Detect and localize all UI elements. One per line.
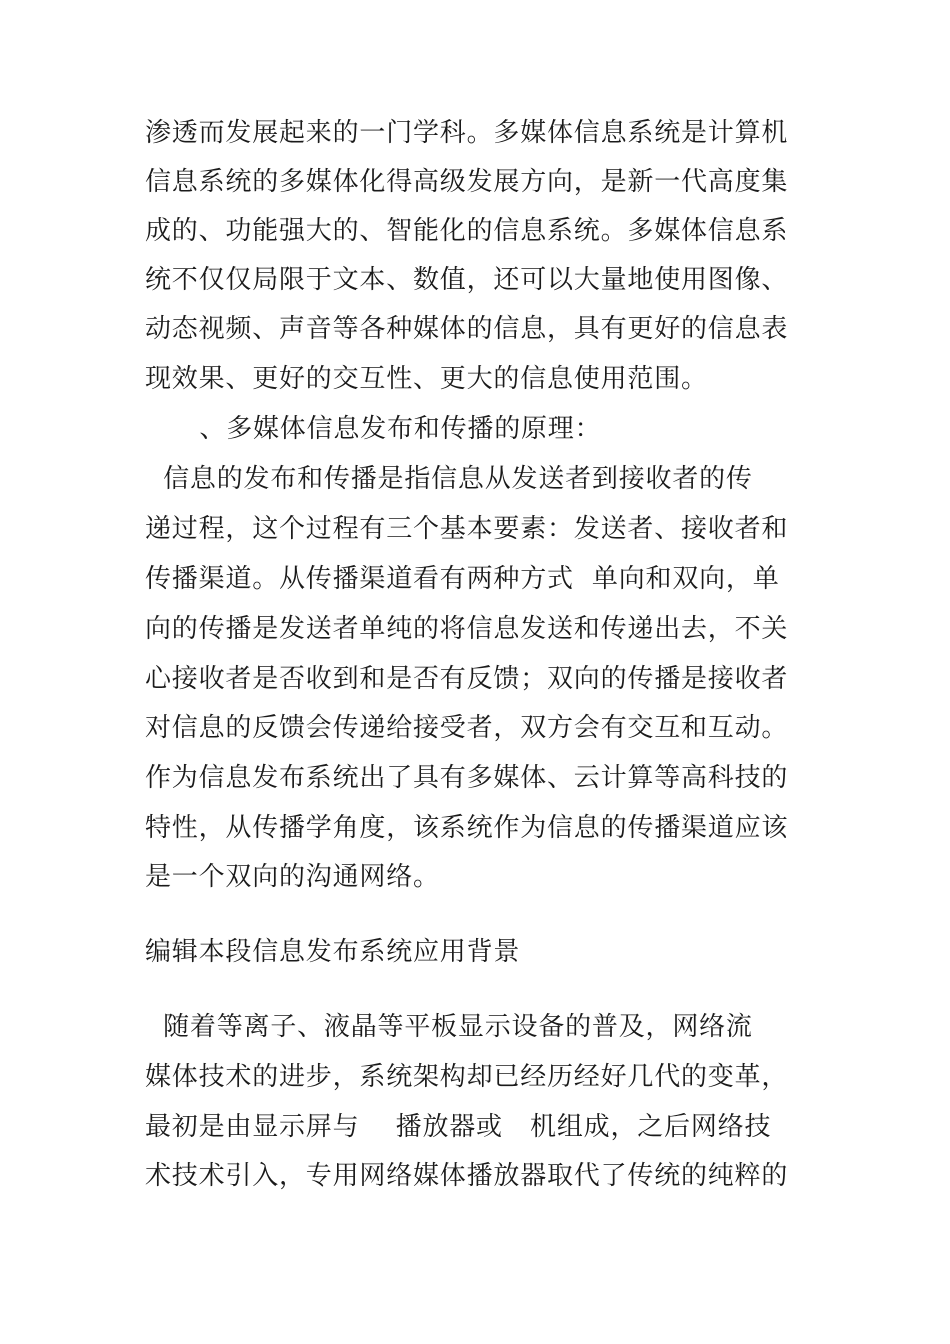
section-heading-principle: 、多媒体信息发布和传播的原理：	[145, 414, 602, 444]
body-line-14: 作为信息发布系统出了具有多媒体、云计算等高科技的	[145, 763, 789, 793]
body-line-8: 信息的发布和传播是指信息从发送者到接收者的传	[145, 464, 753, 494]
body-line-20: 最初是由显示屏与 播放器或 机组成，之后网络技	[145, 1112, 772, 1142]
body-line-18: 随着等离子、液晶等平板显示设备的普及，网络流	[145, 1012, 753, 1042]
body-line-6: 现效果、更好的交互性、更大的信息使用范围。	[145, 364, 708, 394]
body-line-19: 媒体技术的进步，系统架构却已经历经好几代的变革，	[145, 1062, 789, 1092]
body-line-15: 特性，从传播学角度，该系统作为信息的传播渠道应该	[145, 813, 789, 843]
body-line-4: 统不仅仅局限于文本、数值，还可以大量地使用图像、	[145, 265, 789, 295]
body-line-11: 向的传播是发送者单纯的将信息发送和传递出去，不关	[145, 614, 789, 644]
body-line-10: 传播渠道。从传播渠道看有两种方式 单向和双向，单	[145, 564, 780, 594]
body-line-21: 术技术引入，专用网络媒体播放器取代了传统的纯粹的	[145, 1161, 789, 1191]
body-line-9: 递过程，这个过程有三个基本要素：发送者、接收者和	[145, 514, 789, 544]
body-line-3: 成的、功能强大的、智能化的信息系统。多媒体信息系	[145, 216, 789, 246]
body-line-5: 动态视频、声音等各种媒体的信息，具有更好的信息表	[145, 314, 789, 344]
body-line-2: 信息系统的多媒体化得高级发展方向，是新一代高度集	[145, 167, 789, 197]
body-line-1: 渗透而发展起来的一门学科。多媒体信息系统是计算机	[145, 118, 789, 148]
section-heading-background: 编辑本段信息发布系统应用背景	[145, 937, 521, 967]
body-line-13: 对信息的反馈会传递给接受者，双方会有交互和互动。	[145, 713, 789, 743]
body-line-12: 心接收者是否收到和是否有反馈；双向的传播是接收者	[145, 664, 789, 694]
body-line-16: 是一个双向的沟通网络。	[145, 862, 440, 892]
